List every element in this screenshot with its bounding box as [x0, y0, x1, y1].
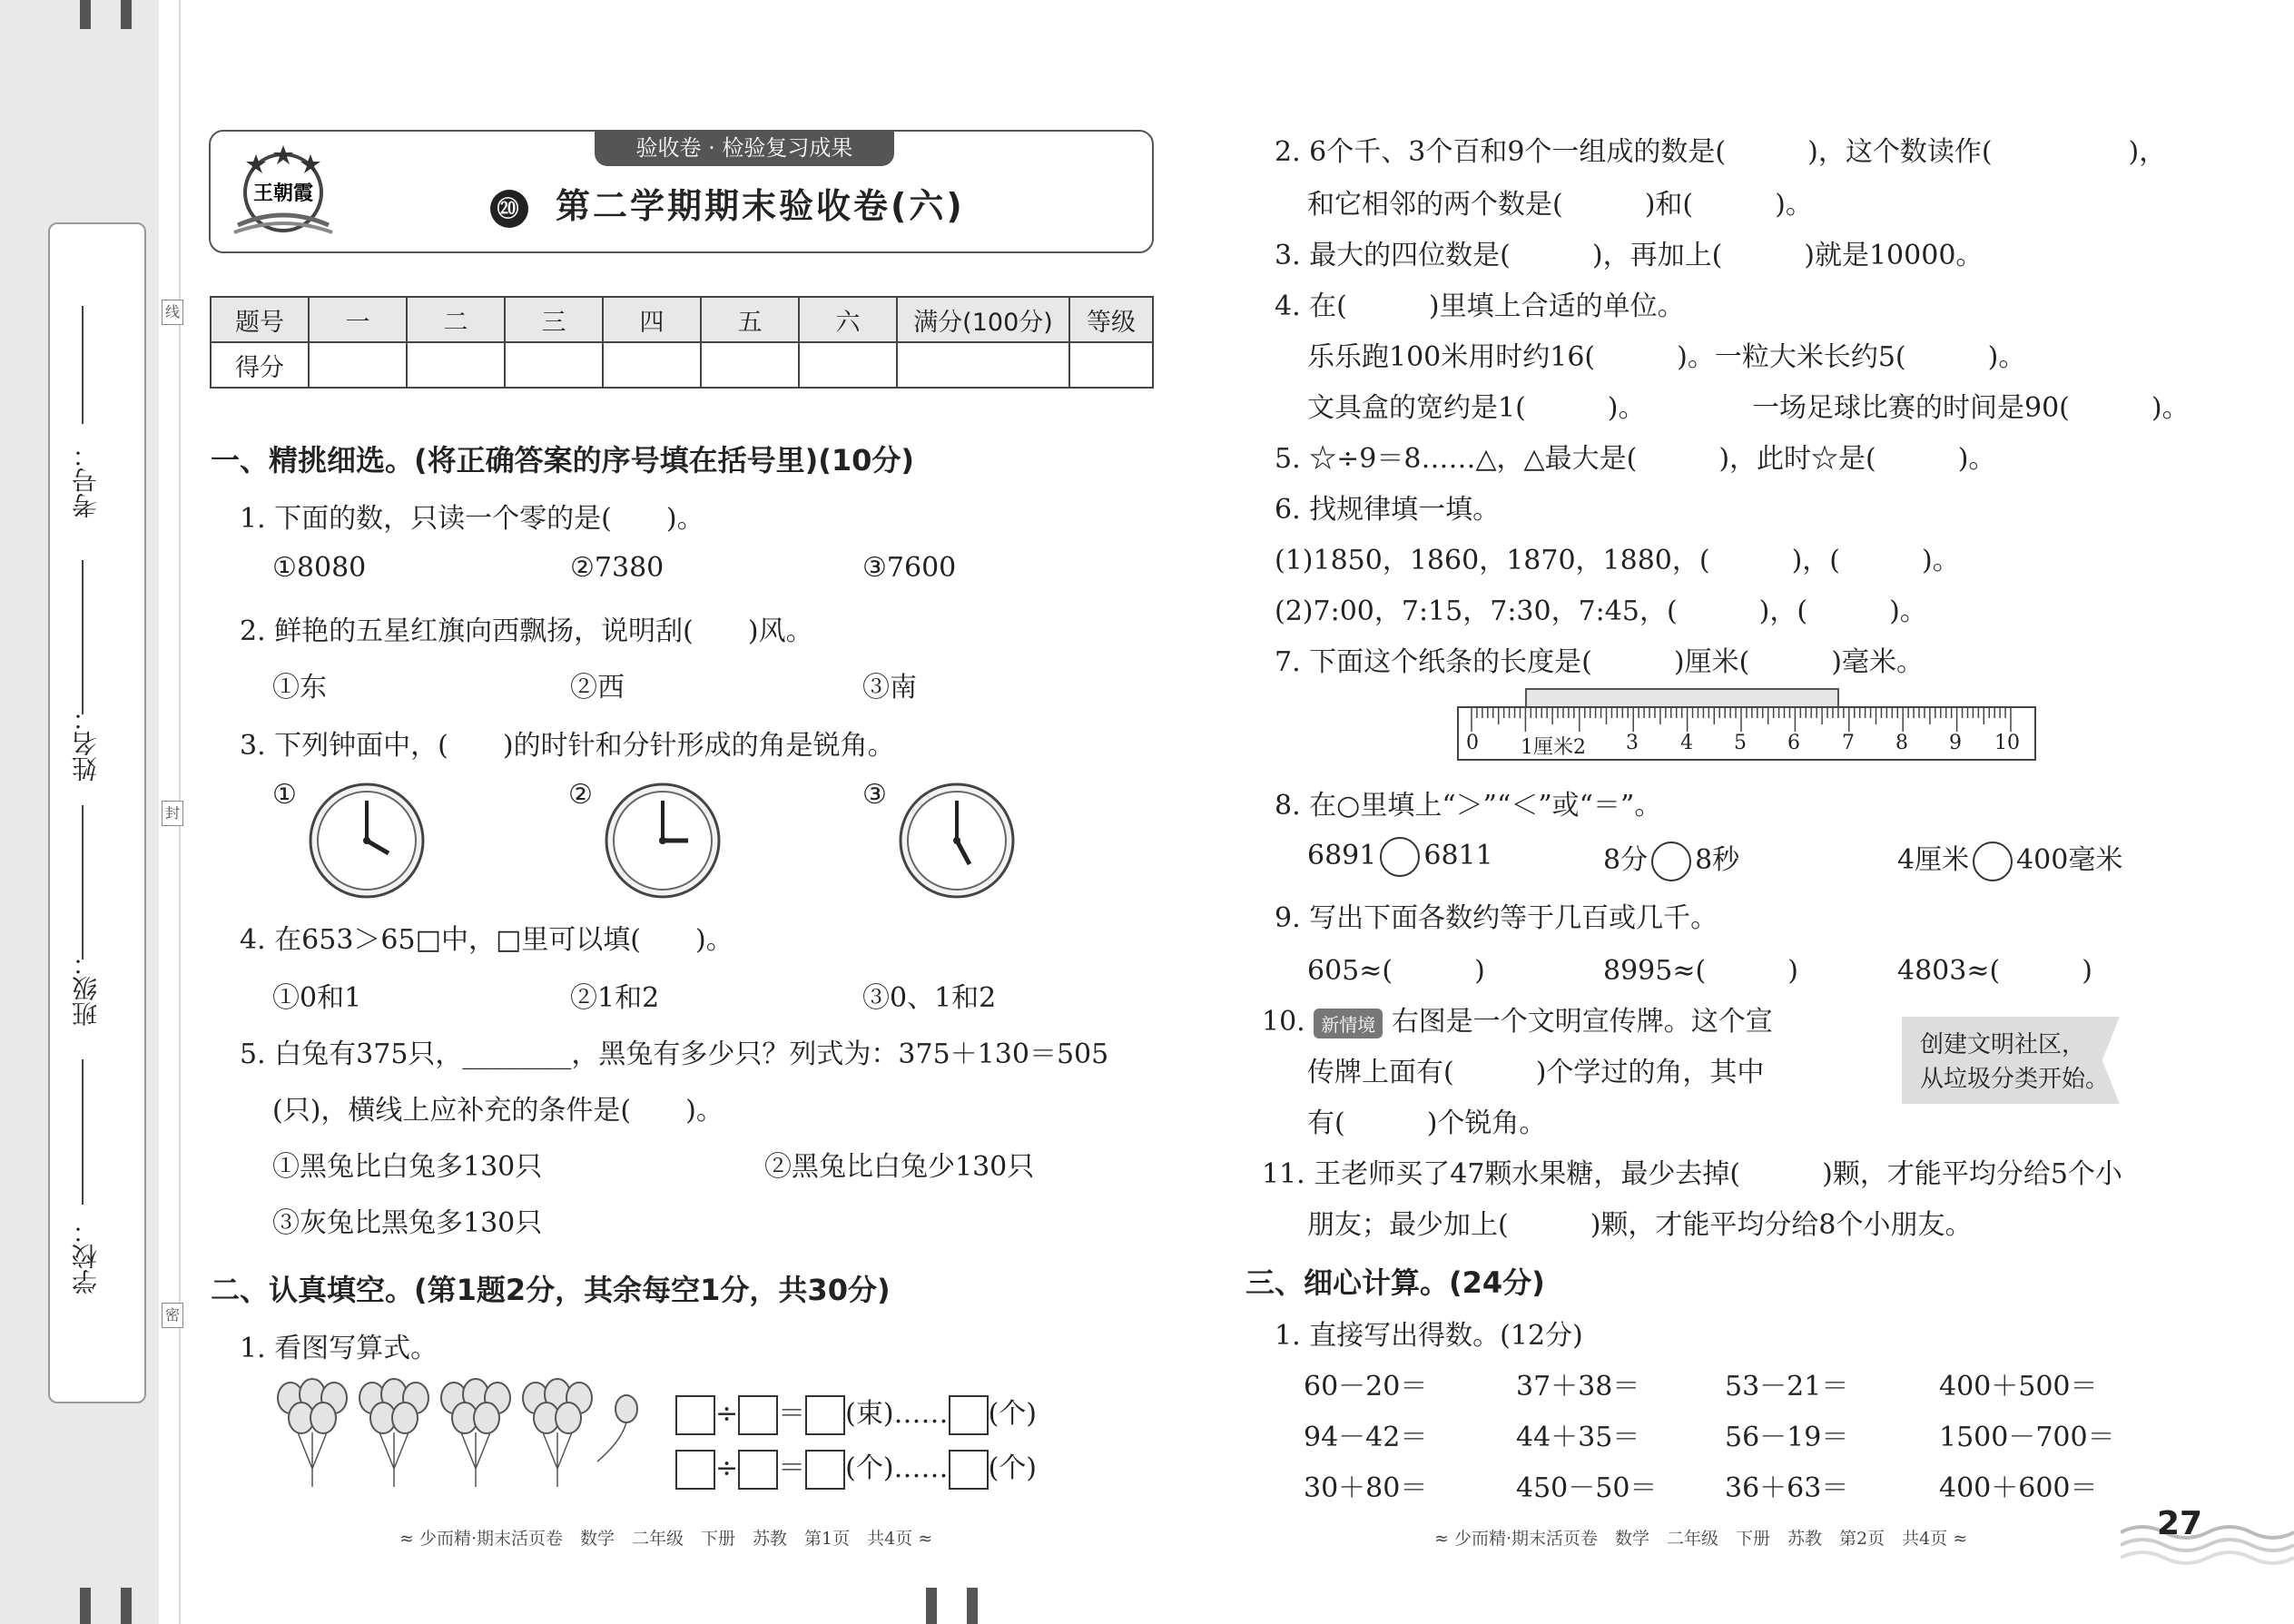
student-info-panel — [48, 222, 146, 1403]
question-2-1: 1. 看图写算式。 — [240, 1333, 438, 1364]
balloon-picture — [271, 1378, 652, 1496]
question-1-2: 2. 鲜艳的五星红旗向西飘扬，说明刮( )风。 — [240, 615, 813, 647]
answer-box[interactable] — [949, 1450, 989, 1490]
ruler-tick-label: 1厘米2 — [1521, 736, 1586, 759]
q2-option-1[interactable]: ①东 — [272, 672, 327, 704]
exam-title — [490, 178, 965, 228]
question-1-5-line-1: 5. 白兔有375只，________，黑兔有多少只？列式为：375＋130＝505 — [240, 1038, 1109, 1070]
equals-sign: ＝ — [778, 1398, 806, 1430]
q2-option-2[interactable]: ②西 — [570, 672, 625, 704]
q1-option-2[interactable]: ②7380 — [570, 552, 665, 584]
ruler-tick-label: 6 — [1787, 732, 1800, 754]
question-2-6-line-1: (1)1850，1860，1870，1880，( )，( )。 — [1275, 545, 1960, 576]
score-input[interactable] — [897, 342, 1069, 388]
clock-face-2 — [603, 781, 723, 901]
answer-box[interactable] — [738, 1395, 778, 1435]
score-table-header-row — [211, 297, 1153, 342]
question-2-4-line-2a: 文具盒的宽约是1( )。 — [1307, 392, 1646, 424]
new-context-badge: 新情境 — [1314, 1009, 1383, 1038]
ruler-tick-label: 10 — [1994, 732, 2020, 754]
question-2-10-line-1 — [1262, 999, 1773, 1038]
question-2-11-line-1: 11. 王老师买了47颗水果糖，最少去掉( )颗，才能平均分给5个小 — [1262, 1158, 2122, 1190]
q1-option-1[interactable]: ①8080 — [272, 552, 367, 584]
score-cell: 题号 — [211, 297, 309, 342]
calc-item[interactable]: 450－50＝ — [1516, 1472, 1658, 1504]
division-row-2 — [675, 1445, 1037, 1490]
ruler-tick-label: 0 — [1466, 732, 1479, 754]
page-footer-right: ≈ 少而精·期末活页卷 数学 二年级 下册 苏教 第2页 共4页 ≈ — [1434, 1529, 1968, 1549]
calc-item[interactable]: 400＋500＝ — [1939, 1371, 2098, 1403]
section-2-heading: 二、认真填空。(第1题2分，其余每空1分，共30分) — [211, 1273, 891, 1307]
equals-sign: ＝ — [778, 1452, 806, 1484]
calc-item[interactable]: 30＋80＝ — [1304, 1472, 1428, 1504]
division-sign: ÷ — [715, 1452, 739, 1484]
score-cell: 六 — [799, 297, 897, 342]
compare-circle[interactable] — [1380, 837, 1420, 877]
question-1-4: 4. 在653＞65□中，□里可以填( )。 — [240, 924, 733, 956]
score-cell: 满分(100分) — [897, 297, 1069, 342]
score-cell: 等级 — [1069, 297, 1153, 342]
calc-item[interactable]: 37＋38＝ — [1516, 1371, 1640, 1403]
question-2-3: 3. 最大的四位数是( )，再加上( )就是10000。 — [1275, 240, 1984, 271]
compare-item-3 — [1897, 837, 2122, 881]
score-cell: 五 — [701, 297, 799, 342]
unit-piece: (个) — [988, 1452, 1037, 1484]
crop-mark — [967, 1588, 978, 1624]
score-cell: 四 — [603, 297, 701, 342]
question-2-4-line-2b: 一场足球比赛的时间是90( )。 — [1752, 392, 2190, 424]
compare-circle[interactable] — [1651, 842, 1691, 881]
crop-mark — [121, 0, 132, 29]
clock-face-3 — [897, 781, 1017, 901]
q5-option-3[interactable]: ③灰兔比黑兔多130只 — [272, 1207, 543, 1239]
seal-char: 封 — [162, 801, 183, 826]
score-table-score-row — [211, 342, 1153, 388]
compare-item-1 — [1307, 837, 1493, 877]
exam-number-line[interactable] — [82, 306, 84, 424]
question-1-1: 1. 下面的数，只读一个零的是( )。 — [240, 503, 704, 535]
score-input[interactable] — [309, 342, 407, 388]
compare-right-value: 8秒 — [1695, 844, 1740, 876]
question-1-3: 3. 下列钟面中，( )的时针和分针形成的角是锐角。 — [240, 730, 895, 762]
header-tagline: 验收卷 · 检验复习成果 — [595, 130, 894, 166]
ruler-tick-label: 4 — [1680, 732, 1693, 754]
division-row-1 — [675, 1391, 1037, 1435]
calc-item[interactable]: 36＋63＝ — [1725, 1472, 1849, 1504]
q4-option-3[interactable]: ③0、1和2 — [862, 982, 997, 1014]
exam-number-label: 考号： — [71, 442, 101, 518]
estimate-item-2[interactable]: 8995≈( ) — [1603, 955, 1798, 987]
exam-number-badge: ⑳ — [490, 190, 528, 228]
answer-box[interactable] — [738, 1450, 778, 1490]
compare-item-2 — [1603, 837, 1739, 881]
question-2-9: 9. 写出下面各数约等于几百或几千。 — [1275, 902, 1718, 934]
score-input[interactable] — [407, 342, 505, 388]
civility-sign-text — [1920, 1028, 2109, 1097]
question-2-10-line-3: 有( )个锐角。 — [1307, 1107, 1547, 1139]
compare-left-value: 8分 — [1603, 844, 1649, 876]
name-label: 姓名： — [71, 705, 101, 782]
ruler-tick-label: 3 — [1626, 732, 1639, 754]
estimate-item-1[interactable]: 605≈( ) — [1307, 955, 1485, 987]
answer-box[interactable] — [675, 1395, 715, 1435]
sign-line-1: 创建文明社区， — [1920, 1031, 2086, 1058]
question-2-7: 7. 下面这个纸条的长度是( )厘米( )毫米。 — [1275, 646, 1924, 678]
question-2-4-line-1: 乐乐跑100米用时约16( )。一粒大米长约5( )。 — [1307, 341, 2026, 373]
ruler-tick-label: 9 — [1949, 732, 1962, 754]
exam-title-text: 第二学期期末验收卷(六) — [556, 186, 965, 226]
question-2-11-line-2: 朋友；最少加上( )颗，才能平均分给8个小朋友。 — [1307, 1209, 1973, 1241]
answer-box[interactable] — [805, 1395, 845, 1435]
clock-option-3-label[interactable]: ③ — [862, 779, 887, 811]
crop-mark — [80, 0, 91, 29]
calc-item[interactable]: 94－42＝ — [1304, 1422, 1428, 1453]
seal-line-char: 线 — [162, 300, 183, 325]
estimate-item-3[interactable]: 4803≈( ) — [1897, 955, 2092, 987]
unit-piece: (个) — [988, 1398, 1037, 1430]
calc-item[interactable]: 44＋35＝ — [1516, 1422, 1640, 1453]
q4-option-1[interactable]: ①0和1 — [272, 982, 362, 1014]
unit-piece-remainder: (个)…… — [845, 1452, 949, 1484]
answer-box[interactable] — [805, 1450, 845, 1490]
name-line[interactable] — [82, 560, 84, 714]
school-line[interactable] — [82, 1059, 84, 1205]
q5-option-2[interactable]: ②黑兔比白兔少130只 — [764, 1151, 1035, 1183]
question-number: 10. — [1262, 1006, 1305, 1038]
question-2-10-line-2: 传牌上面有( )个学过的角，其中 — [1307, 1057, 1765, 1088]
clock-option-1-label[interactable]: ① — [272, 779, 297, 811]
question-2-2-line-1: 2. 6个千、3个百和9个一组成的数是( )，这个数读作( )， — [1275, 136, 2167, 168]
compare-left-value: 4厘米 — [1897, 844, 1970, 876]
ruler-labels — [1457, 732, 2038, 759]
q4-option-2[interactable]: ②1和2 — [570, 982, 660, 1014]
calc-item[interactable]: 60－20＝ — [1304, 1371, 1428, 1403]
score-input[interactable] — [505, 342, 603, 388]
score-row-label: 得分 — [211, 342, 309, 388]
score-input[interactable] — [1069, 342, 1153, 388]
score-input[interactable] — [701, 342, 799, 388]
score-cell: 三 — [505, 297, 603, 342]
answer-box[interactable] — [949, 1395, 989, 1435]
class-line[interactable] — [82, 805, 84, 960]
page-number: 27 — [2157, 1505, 2203, 1542]
question-2-8: 8. 在○里填上“＞”“＜”或“＝”。 — [1275, 790, 1662, 822]
ruler-tick-label: 8 — [1895, 732, 1908, 754]
question-1-5-line-2: (只)，横线上应补充的条件是( )。 — [272, 1095, 724, 1127]
sign-line-2: 从垃圾分类开始。 — [1920, 1066, 2110, 1093]
class-label: 班级： — [71, 950, 101, 1027]
score-cell: 一 — [309, 297, 407, 342]
section-1-heading: 一、精挑细选。(将正确答案的序号填在括号里)(10分) — [211, 443, 915, 477]
calc-item[interactable]: 1500－700＝ — [1939, 1422, 2115, 1453]
compare-circle[interactable] — [1973, 842, 2013, 881]
section-3-heading: 三、细心计算。(24分) — [1245, 1265, 1545, 1300]
q5-option-1[interactable]: ①黑兔比白兔多130只 — [272, 1151, 543, 1183]
question-2-4: 4. 在( )里填上合适的单位。 — [1275, 290, 1685, 322]
seal-secret-char: 密 — [162, 1303, 183, 1328]
score-input[interactable] — [603, 342, 701, 388]
calc-item[interactable]: 56－19＝ — [1725, 1422, 1849, 1453]
compare-right-value: 400毫米 — [2016, 844, 2123, 876]
question-text: 右图是一个文明宣传牌。这个宣 — [1391, 1006, 1773, 1038]
logo-text: 王朝霞 — [252, 182, 314, 205]
page-footer-left: ≈ 少而精·期末活页卷 数学 二年级 下册 苏教 第1页 共4页 ≈ — [399, 1529, 933, 1549]
unit-bunch-remainder: (束)…… — [845, 1398, 949, 1430]
page-number-waves — [2121, 1489, 2294, 1570]
answer-box[interactable] — [675, 1450, 715, 1490]
question-2-6: 6. 找规律填一填。 — [1275, 494, 1501, 526]
question-2-2-line-2: 和它相邻的两个数是( )和( )。 — [1307, 189, 1813, 221]
question-2-5: 5. ☆÷9＝8……△，△最大是( )，此时☆是( )。 — [1275, 443, 1996, 475]
crop-mark — [121, 1588, 132, 1624]
q2-option-3[interactable]: ③南 — [862, 672, 917, 704]
calc-item[interactable]: 53－21＝ — [1725, 1371, 1849, 1403]
score-cell: 二 — [407, 297, 505, 342]
clock-option-2-label[interactable]: ② — [568, 779, 593, 811]
score-input[interactable] — [799, 342, 897, 388]
publisher-logo — [225, 142, 341, 238]
crop-mark — [80, 1588, 91, 1624]
school-label: 学校： — [71, 1218, 101, 1294]
clock-face-1 — [307, 781, 427, 901]
score-table — [210, 296, 1154, 389]
q1-option-3[interactable]: ③7600 — [862, 552, 957, 584]
calc-item[interactable]: 400＋600＝ — [1939, 1472, 2098, 1504]
ruler-tick-label: 5 — [1734, 732, 1747, 754]
question-3-1: 1. 直接写出得数。(12分) — [1275, 1320, 1583, 1352]
compare-right-value: 6811 — [1423, 840, 1493, 871]
compare-left-value: 6891 — [1307, 840, 1377, 871]
question-2-6-line-2: (2)7:00，7:15，7:30，7:45，( )，( )。 — [1275, 595, 1927, 627]
division-sign: ÷ — [715, 1398, 739, 1430]
crop-mark — [926, 1588, 937, 1624]
ruler-tick-label: 7 — [1842, 732, 1855, 754]
